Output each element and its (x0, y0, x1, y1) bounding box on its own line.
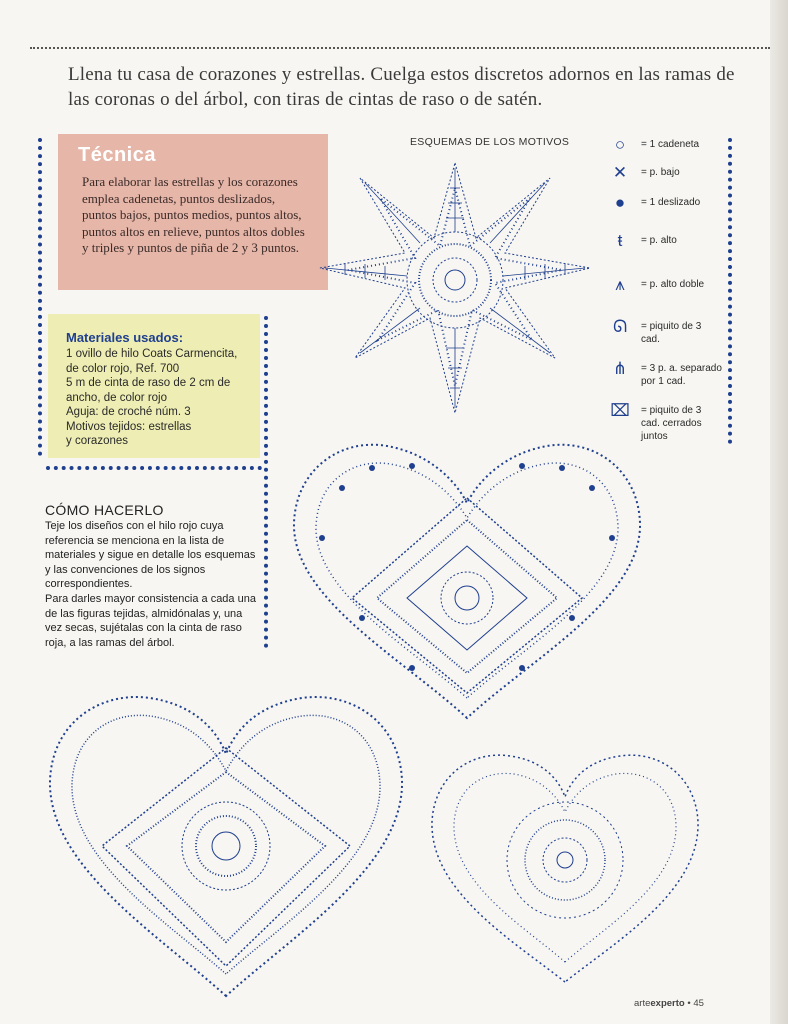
legend-label: = p. alto (641, 235, 677, 246)
page-spine-shadow (770, 0, 788, 1024)
esquemas-title: ESQUEMAS DE LOS MOTIVOS (410, 136, 570, 148)
legend-label: = 1 cadeneta (641, 139, 700, 150)
materiales-item: de color rojo, Ref. 700 (66, 362, 180, 375)
chain-circle-icon: ○ (614, 135, 626, 154)
materiales-title: Materiales usados: (66, 330, 184, 345)
materiales-item: Aguja: de croché núm. 3 (66, 406, 191, 418)
tecnica-title: Técnica (78, 144, 156, 166)
double-treble-icon: ⩚ (615, 275, 625, 294)
materiales-item: 5 m de cinta de raso de 2 cm de (66, 377, 231, 389)
como-hacerlo-body (45, 519, 257, 650)
materiales-item: Motivos tejidos: estrellas (66, 420, 192, 433)
right-dotted-border (264, 316, 268, 648)
filled-dot-icon: ● (614, 193, 626, 212)
treble-crochet-icon: ŧ (617, 231, 623, 250)
closed-picot-icon: ⌧ (610, 401, 630, 420)
page-footer (634, 998, 704, 1009)
left-dotted-border (38, 138, 42, 456)
materiales-box (48, 314, 260, 458)
x-cross-icon: ✕ (612, 163, 628, 182)
como-hacerlo-title: CÓMO HACERLO (45, 502, 164, 518)
tecnica-box (58, 134, 328, 290)
materiales-item: ancho, de color rojo (66, 391, 168, 404)
como-paragraph-2: Para darles mayor consistencia a cada una de las figuras tejidas, almidónalas y, una vez secas, sujétalas con la cinta de raso roja, a las ramas del árbol. (45, 592, 256, 649)
legend-dotted-border (728, 138, 732, 444)
footer-separator: • (687, 998, 691, 1009)
section-divider-dotted (46, 466, 262, 470)
footer-brand-bold: experto (650, 998, 685, 1009)
legend-label: = p. alto doble (641, 279, 705, 290)
legend-label: = 1 deslizado (641, 197, 701, 208)
heart-crochet-diagram-3 (420, 742, 710, 992)
tecnica-body: Para elaborar las estrellas y los corazones emplea cadenetas, puntos deslizados, puntos bajos, puntos medios, puntos altos, puntos altos en relieve, puntos altos dobles y triples y puntos de piña de 2 y 3 puntos. (82, 174, 305, 255)
legend-label: = p. bajo (641, 167, 680, 178)
materiales-item: 1 ovillo de hilo Coats Carmencita, (66, 348, 238, 360)
intro-text: Llena tu casa de corazones y estrellas. Cuelga estos discretos adornos en las ramas de las coronas o del árbol, con tiras de cintas de raso o de satén. (68, 64, 735, 110)
materiales-item: y corazones (66, 435, 129, 447)
footer-brand-light: arte (634, 998, 651, 1009)
como-paragraph-1: Teje los diseños con el hilo rojo cuya referencia se menciona en la lista de materiales y sigue en detalle los esquemas y las convenciones de los signos correspondientes. (45, 520, 256, 591)
cluster-icon: ⋔ (612, 359, 628, 378)
legend-label: = piquito de 3 cad. (641, 321, 702, 345)
heart-crochet-diagram-2 (40, 686, 412, 1004)
materiales-list (66, 347, 256, 449)
legend-label: = 3 p. a. separado por 1 cad. (641, 363, 722, 387)
page-number: 45 (693, 998, 704, 1009)
star-crochet-diagram (300, 158, 610, 428)
top-dotted-rule (30, 47, 770, 49)
heart-crochet-diagram-1 (282, 428, 652, 728)
legend-label: = piquito de 3 cad. cerrados juntos (641, 405, 702, 442)
picot-icon: ᘏ (612, 317, 628, 336)
